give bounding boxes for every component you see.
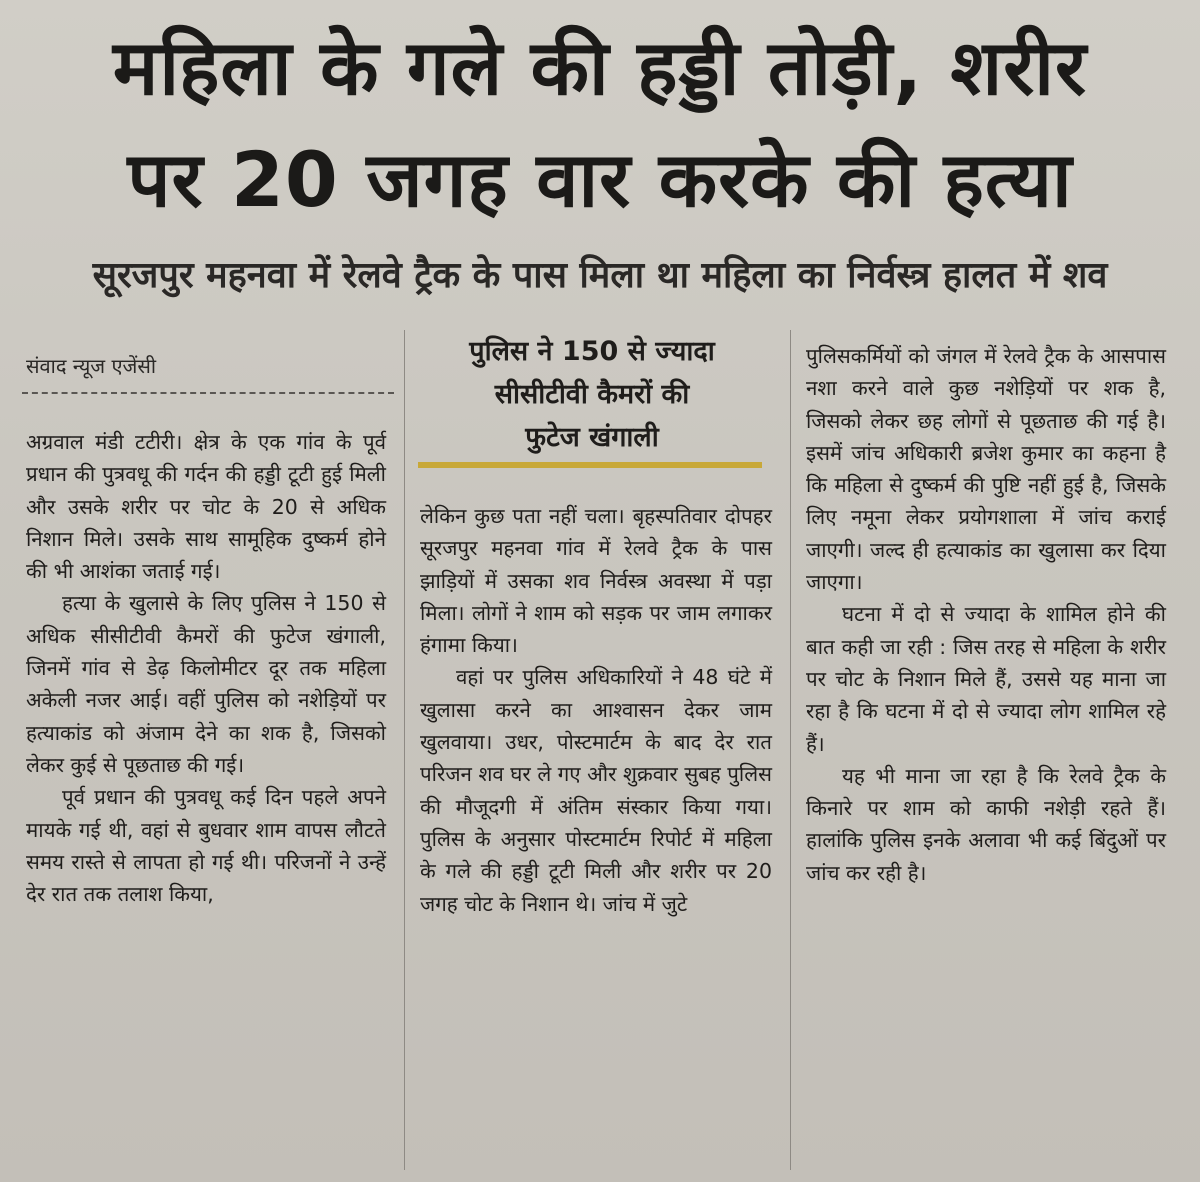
article-column-3 xyxy=(806,340,1166,889)
article-paragraph: यह भी माना जा रहा है कि रेलवे ट्रैक के किनारे पर शाम को काफी नशेड़ी रहते हैं। हालांकि पुलिस इनके अलावा भी कई बिंदुओं पर जांच कर रही है। xyxy=(806,763,1166,885)
pullquote-line: फुटेज खंगाली xyxy=(525,422,659,453)
article-column-1 xyxy=(26,426,386,910)
article-paragraph: लेकिन कुछ पता नहीं चला। बृहस्पतिवार दोपहर सूरजपुर महनवा गांव में रेलवे ट्रैक के पास झाड़ियों में उसका शव निर्वस्त्र अवस्था में पड़ा मिला। लोगों ने शाम को सड़क पर जाम लगाकर हंगामा किया। xyxy=(420,504,772,658)
article-paragraph: हत्या के खुलासे के लिए पुलिस ने 150 से अधिक सीसीटीवी कैमरों की फुटेज खंगाली, जिनमें गांव से डेढ़ किलोमीटर दूर तक महिला अकेली नजर आई। वहीं पुलिस को नशेड़ियों पर हत्याकांड को अंजाम देने का शक है, जिसको लेकर कुई से पूछताछ की गई। xyxy=(26,591,386,777)
pullquote xyxy=(422,330,762,459)
headline-line-2: पर 20 जगह वार करके की हत्या xyxy=(127,135,1073,224)
column-divider xyxy=(790,330,791,1170)
article-paragraph: पूर्व प्रधान की पुत्रवधू कई दिन पहले अपने मायके गई थी, वहां से बुधवार शाम वापस लौटते समय रास्ते से लापता हो गई थी। परिजनों ने उन्हें देर रात तक तलाश किया, xyxy=(26,785,386,907)
subheadline: सूरजपुर महनवा में रेलवे ट्रैक के पास मिला था महिला का निर्वस्त्र हालत में शव xyxy=(92,255,1108,296)
headline-line-1: महिला के गले की हड्डी तोड़ी, शरीर xyxy=(112,23,1088,112)
article-paragraph: अग्रवाल मंडी टटीरी। क्षेत्र के एक गांव के पूर्व प्रधान की पुत्रवधू की गर्दन की हड्डी टूटी हुई मिली और उसके शरीर पर चोट के 20 से अधिक निशान मिले। उसके साथ सामूहिक दुष्कर्म होने की भी आशंका जताई गई। xyxy=(26,430,386,584)
pullquote-underline xyxy=(418,462,762,468)
article-paragraph: पुलिसकर्मियों को जंगल में रेलवे ट्रैक के आसपास नशा करने वाले कुछ नशेड़ियों पर शक है, जिसको लेकर छह लोगों से पूछताछ की गई है। इसमें जांच अधिकारी ब्रजेश कुमार का कहना है कि महिला से दुष्कर्म की पुष्टि नहीं हुई है, जिसके लिए नमूना लेकर प्रयोगशाला में जांच कराई जाएगी। जल्द ही हत्याकांड का खुलासा कर दिया जाएगा। xyxy=(806,344,1166,595)
byline-divider xyxy=(22,392,394,394)
column-divider xyxy=(404,330,405,1170)
article-column-2 xyxy=(420,500,772,920)
byline: संवाद न्यूज एजेंसी xyxy=(26,354,157,378)
pullquote-line: पुलिस ने 150 से ज्यादा xyxy=(469,336,715,367)
article-paragraph: वहां पर पुलिस अधिकारियों ने 48 घंटे में खुलासा करने का आश्वासन देकर जाम खुलवाया। उधर, पोस्टमार्टम के बाद देर रात परिजन शव घर ले गए और शुक्रवार सुबह पुलिस की मौजूदगी में अंतिम संस्कार किया गया। पुलिस के अनुसार पोस्टमार्टम रिपोर्ट में महिला के गले की हड्डी टूटी मिली और शरीर पर 20 जगह चोट के निशान थे। जांच में जुटे xyxy=(420,665,772,916)
pullquote-line: सीसीटीवी कैमरों की xyxy=(494,379,690,410)
article-paragraph: घटना में दो से ज्यादा के शामिल होने की बात कही जा रही : जिस तरह से महिला के शरीर पर चोट के निशान मिले हैं, उससे यह माना जा रहा है कि घटना में दो से ज्यादा लोग शामिल रहे हैं। xyxy=(806,602,1166,756)
